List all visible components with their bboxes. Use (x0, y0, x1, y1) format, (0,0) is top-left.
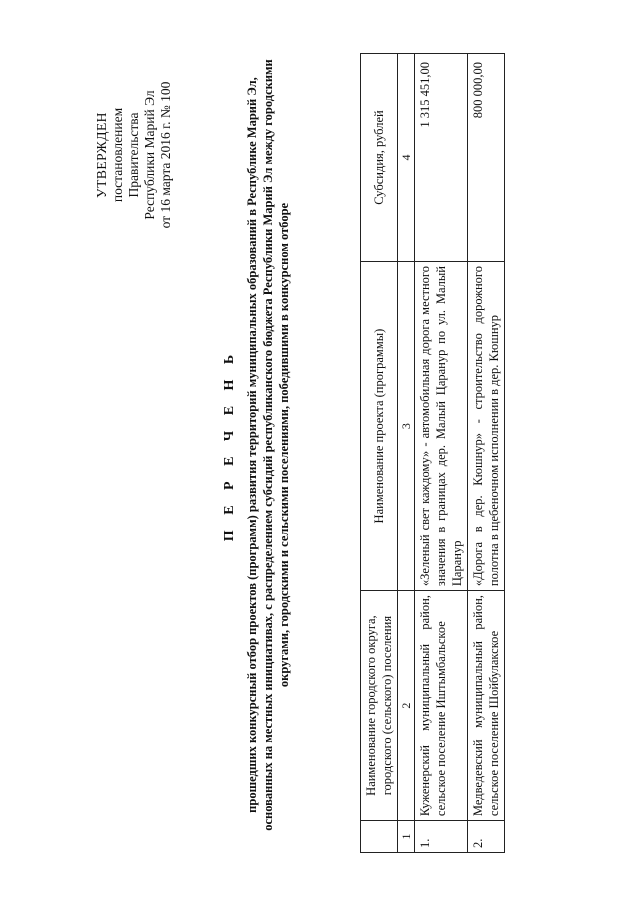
row-number: 1. (415, 821, 468, 853)
projects-table (360, 53, 505, 853)
column-number: 1 (398, 821, 415, 853)
table-row (468, 54, 505, 853)
locality-cell: Куженерский муниципальный район, сельское поселение Иштымбальское (415, 591, 468, 821)
column-number: 4 (398, 54, 415, 262)
document-subtitle: прошедших конкурсный отбор проектов (программ) развития территорий муниципальных образований в Республике Марий Эл, основанных на местных инициативах, с распределением субсидий республиканского бюджета Республики Марий Эл между городскими округами, городскими и сельскими поселениями, победившими в конкурсном отборе (245, 59, 291, 831)
document-title: П Е Р Е Ч Е Н Ь (222, 348, 237, 542)
table-row (415, 54, 468, 853)
approval-line-1: постановлением Правительства (110, 107, 141, 203)
table-header-row (361, 54, 398, 853)
project-cell: «Зеленый свет каждому» - автомобильная дорога местного значения в границах дер. Малый Царанур по ул. Малый Царанур (415, 262, 468, 591)
approval-line-3: от 16 марта 2016 г. № 100 (158, 81, 173, 229)
subsidy-cell: 800 000,00 (468, 54, 505, 262)
column-number: 2 (398, 591, 415, 821)
locality-cell: Медведевский муниципальный район, сельское поселение Шойбулакское (468, 591, 505, 821)
header-cell-project: Наименование проекта (программы) (361, 262, 398, 591)
approval-head: УТВЕРЖДЕН (94, 112, 109, 198)
header-cell-subsidy: Субсидия, рублей (361, 54, 398, 262)
column-number: 3 (398, 262, 415, 591)
row-number: 2. (468, 821, 505, 853)
header-cell-locality: Наименование городского округа, городского (сельского) поселения (361, 591, 398, 821)
approval-line-2: Республики Марий Эл (142, 90, 157, 220)
column-number-row (398, 54, 415, 853)
approval-stamp (94, 65, 174, 245)
project-cell: «Дорога в дер. Кюшнур» - строительство дорожного полотна в щебеночном исполнении в дер. Кюшнур (468, 262, 505, 591)
subsidy-cell: 1 315 451,00 (415, 54, 468, 262)
header-cell-no (361, 821, 398, 853)
